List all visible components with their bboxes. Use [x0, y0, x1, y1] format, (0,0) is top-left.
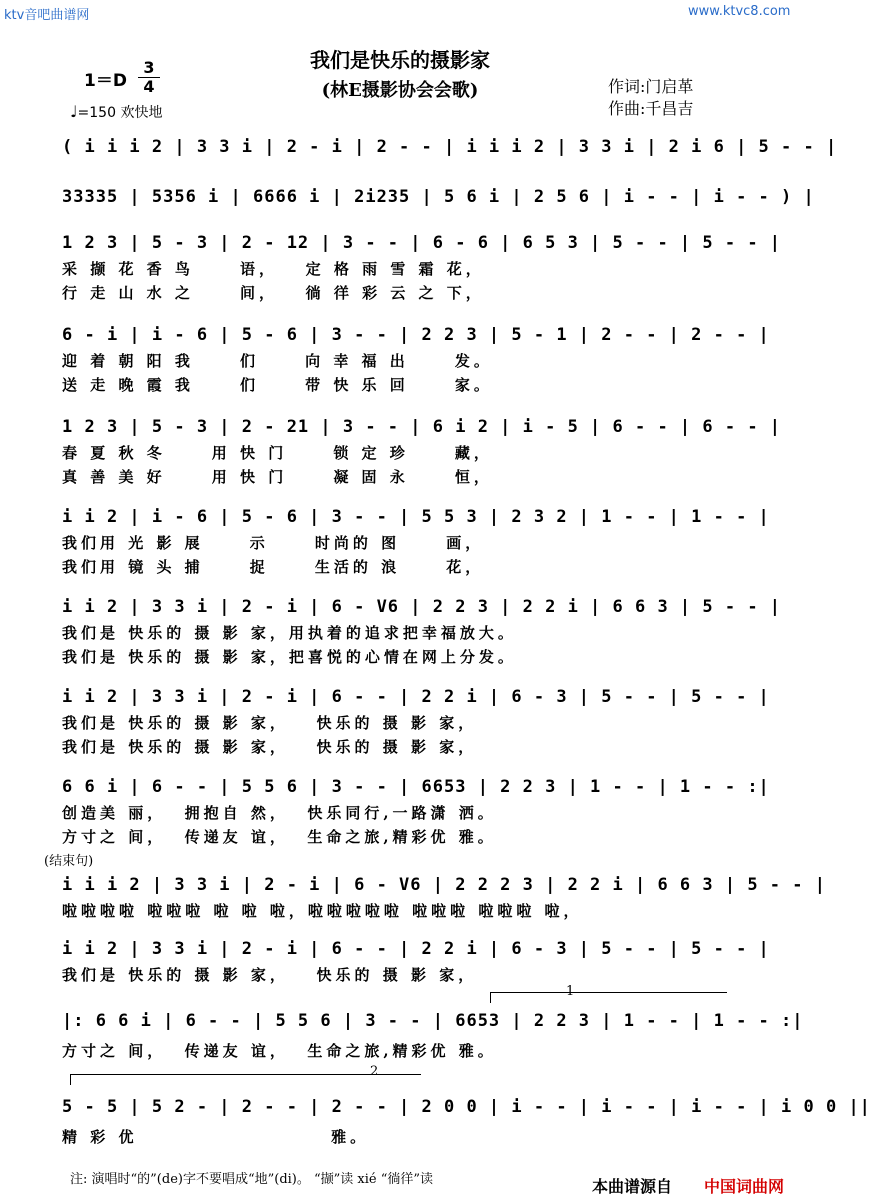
- quarter-note-icon: ♩: [70, 102, 78, 121]
- lyric-line-13a: 精 彩 优 雅。: [62, 1128, 370, 1146]
- tempo-text: =150 欢快地: [77, 105, 163, 121]
- lyric-line-8b: 我们是 快乐的 摄 影 家， 快乐的 摄 影 家，: [62, 738, 478, 756]
- score-line-12: |: 6 6 i | 6 - - | 5 5 6 | 3 - - | 6653 | 2 2 3 | 1 - - | 1 - - :|: [62, 1011, 804, 1031]
- time-signature: [138, 60, 160, 95]
- score-line-2: 33335 | 5356 i | 6666 i | 2i235 | 5 6 i | 2 5 6 | i - - | i - - ) |: [62, 187, 815, 207]
- ending-label: (结束句): [44, 854, 94, 869]
- song-title: 我们是快乐的摄影家: [310, 48, 490, 72]
- lyric-line-3b: 行 走 山 水 之 间， 徜 徉 彩 云 之 下，: [62, 284, 485, 302]
- volta-1-label: 1: [566, 984, 575, 999]
- lyric-line-10a: 啦啦啦啦 啦啦啦 啦 啦 啦，啦啦啦啦啦 啦啦啦 啦啦啦 啦，: [62, 902, 583, 920]
- footnote: 注: 演唱时“的”(de)字不要唱成“地”(di)。 “撷”读 xié “徜徉”读: [70, 1172, 434, 1187]
- lyric-line-11a: 我们是 快乐的 摄 影 家， 快乐的 摄 影 家，: [62, 966, 478, 984]
- lyric-line-8a: 我们是 快乐的 摄 影 家， 快乐的 摄 影 家，: [62, 714, 478, 732]
- score-line-7: i i 2 | 3 3 i | 2 - i | 6 - V6 | 2 2 3 | 2 2 i | 6 6 3 | 5 - - |: [62, 597, 782, 617]
- time-top: 3: [143, 58, 155, 77]
- key-signature: 1＝D: [84, 71, 127, 91]
- lyric-line-5a: 春 夏 秋 冬 用 快 门 锁 定 珍 藏，: [62, 444, 493, 462]
- watermark-right: www.ktvc8.com: [688, 4, 791, 19]
- lyric-line-7b: 我们是 快乐的 摄 影 家，把喜悦的心情在网上分发。: [62, 648, 517, 666]
- source-label: 本曲谱源自: [592, 1177, 673, 1196]
- score-line-11: i i 2 | 3 3 i | 2 - i | 6 - - | 2 2 i | 6 - 3 | 5 - - | 5 - - |: [62, 939, 770, 959]
- lyric-line-5b: 真 善 美 好 用 快 门 凝 固 永 恒，: [62, 468, 493, 486]
- lyric-line-6a: 我们用 光 影 展 示 时尚的 图 画，: [62, 534, 485, 552]
- lyric-line-3a: 采 撷 花 香 鸟 语， 定 格 雨 雪 霜 花，: [62, 260, 485, 278]
- score-line-3: 1 2 3 | 5 - 3 | 2 - 12 | 3 - - | 6 - 6 | 6 5 3 | 5 - - | 5 - - |: [62, 233, 782, 253]
- song-subtitle: (林E摄影协会会歌): [321, 80, 479, 101]
- tempo-mark: [70, 102, 162, 122]
- score-line-8: i i 2 | 3 3 i | 2 - i | 6 - - | 2 2 i | 6 - 3 | 5 - - | 5 - - |: [62, 687, 770, 707]
- score-line-4: 6 - i | i - 6 | 5 - 6 | 3 - - | 2 2 3 | 5 - 1 | 2 - - | 2 - - |: [62, 325, 770, 345]
- volta-2-label: 2: [370, 1064, 379, 1079]
- score-line-1: ( i i i 2 | 3 3 i | 2 - i | 2 - - | i i i 2 | 3 3 i | 2 i 6 | 5 - - |: [62, 137, 838, 157]
- lyric-line-9b: 方寸之 间， 传递友 谊， 生命之旅,精彩优 雅。: [62, 828, 497, 846]
- score-line-5: 1 2 3 | 5 - 3 | 2 - 21 | 3 - - | 6 i 2 | i - 5 | 6 - - | 6 - - |: [62, 417, 782, 437]
- score-line-13: 5 - 5 | 5 2 - | 2 - - | 2 - - | 2 0 0 | i - - | i - - | i - - | i 0 0 ||: [62, 1097, 871, 1117]
- time-bottom: 4: [143, 77, 155, 96]
- watermark-left: ktv音吧曲谱网: [4, 8, 90, 23]
- lyric-line-6b: 我们用 镜 头 捕 捉 生活的 浪 花，: [62, 558, 485, 576]
- lyric-line-4a: 迎 着 朝 阳 我 们 向 幸 福 出 发。: [62, 352, 493, 370]
- lyric-line-7a: 我们是 快乐的 摄 影 家，用执着的追求把幸福放大。: [62, 624, 517, 642]
- score-line-10: i i i 2 | 3 3 i | 2 - i | 6 - V6 | 2 2 2 3 | 2 2 i | 6 6 3 | 5 - - |: [62, 875, 826, 895]
- lyric-line-9a: 创造美 丽， 拥抱自 然， 快乐同行,一路潇 洒。: [62, 804, 497, 822]
- volta-2-bracket: [70, 1074, 421, 1085]
- composer: 作曲:千昌吉: [608, 99, 694, 118]
- score-line-9: 6 6 i | 6 - - | 5 5 6 | 3 - - | 6653 | 2 2 3 | 1 - - | 1 - - :|: [62, 777, 770, 797]
- source-site: 中国词曲网: [704, 1177, 785, 1196]
- lyric-line-4b: 送 走 晚 霞 我 们 带 快 乐 回 家。: [62, 376, 493, 394]
- score-line-6: i i 2 | i - 6 | 5 - 6 | 3 - - | 5 5 3 | 2 3 2 | 1 - - | 1 - - |: [62, 507, 770, 527]
- lyric-line-12a: 方寸之 间， 传递友 谊， 生命之旅,精彩优 雅。: [62, 1042, 497, 1060]
- volta-1-bracket: [490, 992, 727, 1003]
- lyricist: 作词:门启革: [608, 77, 694, 96]
